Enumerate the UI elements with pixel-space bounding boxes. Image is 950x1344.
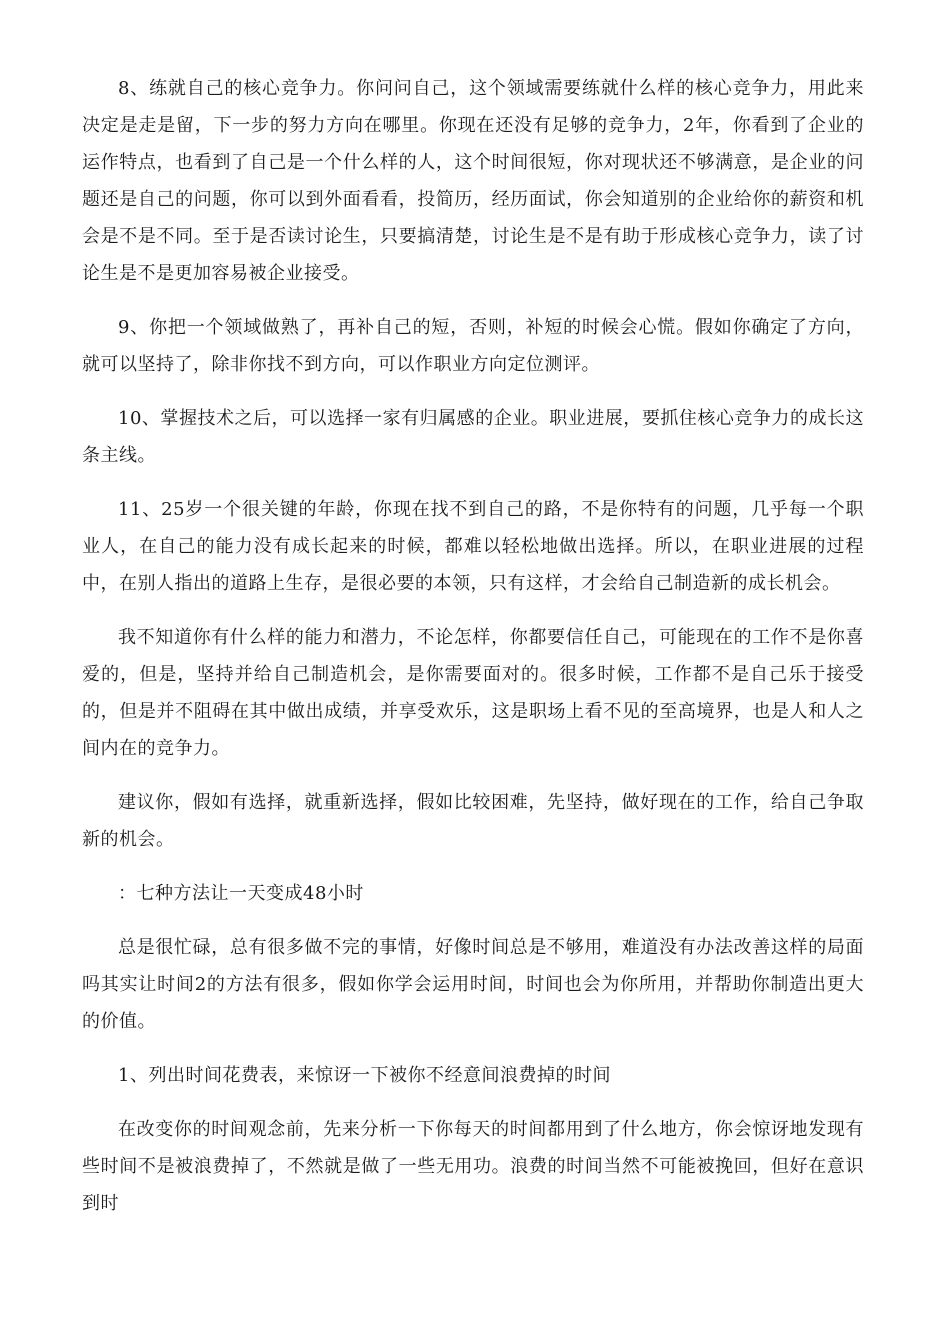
- subheading-time-table: 1、列出时间花费表，来惊讶一下被你不经意间浪费掉的时间: [118, 1065, 611, 1086]
- paragraph-advice: 建议你，假如有选择，就重新选择，假如比较困难，先坚持，做好现在的工作，给自己争取新的机会。: [82, 792, 864, 850]
- paragraph-choose-company: 10、掌握技术之后，可以选择一家有归属感的企业。职业进展，要抓住核心竞争力的成长这条主线。: [82, 408, 864, 466]
- paragraph-core-competitiveness: 8、练就自己的核心竞争力。你问问自己，这个领域需要练就什么样的核心竞争力，用此来决定是走是留，下一步的努力方向在哪里。你现在还没有足够的竞争力，2年，你看到了企业的运作特点，也看到了自己是一个什么样的人，这个时间很短，你对现状还不够满意，是企业的问题还是自己的问题，你可以到外面看看，投简历，经历面试，你会知道别的企业给你的薪资和机会是不是不同。至于是否读讨论生，只要搞清楚，讨论生是不是有助于形成核心竞争力，读了讨论生是不是更加容易被企业接受。: [82, 78, 864, 284]
- section-heading-seven-methods: ：七种方法让一天变成48小时: [118, 883, 364, 904]
- paragraph-analyze-time: 在改变你的时间观念前，先来分析一下你每天的时间都用到了什么地方，你会惊讶地发现有些时间不是被浪费掉了，不然就是做了一些无用功。浪费的时间当然不可能被挽回，但好在意识到时: [82, 1119, 864, 1214]
- document-page: [82, 70, 864, 1239]
- paragraph-always-busy: 总是很忙碌，总有很多做不完的事情，好像时间总是不够用，难道没有办法改善这样的局面吗其实让时间2的方法有很多，假如你学会运用时间，时间也会为你所用，并帮助你制造出更大的价值。: [82, 937, 864, 1032]
- paragraph-trust-yourself: 我不知道你有什么样的能力和潜力，不论怎样，你都要信任自己，可能现在的工作不是你喜爱的，但是，坚持并给自己制造机会，是你需要面对的。很多时候，工作都不是自己乐于接受的，但是并不阻碍在其中做出成绩，并享受欢乐，这是职场上看不见的至高境界，也是人和人之间内在的竞争力。: [82, 627, 864, 759]
- paragraph-age-25: 11、25岁一个很关键的年龄，你现在找不到自己的路，不是你特有的问题，几乎每一个职业人，在自己的能力没有成长起来的时候，都难以轻松地做出选择。所以，在职业进展的过程中，在别人指出的道路上生存，是很必要的本领，只有这样，才会给自己制造新的成长机会。: [82, 499, 864, 594]
- paragraph-master-field: 9、你把一个领域做熟了，再补自己的短，否则，补短的时候会心慌。假如你确定了方向，就可以坚持了，除非你找不到方向，可以作职业方向定位测评。: [82, 317, 864, 375]
